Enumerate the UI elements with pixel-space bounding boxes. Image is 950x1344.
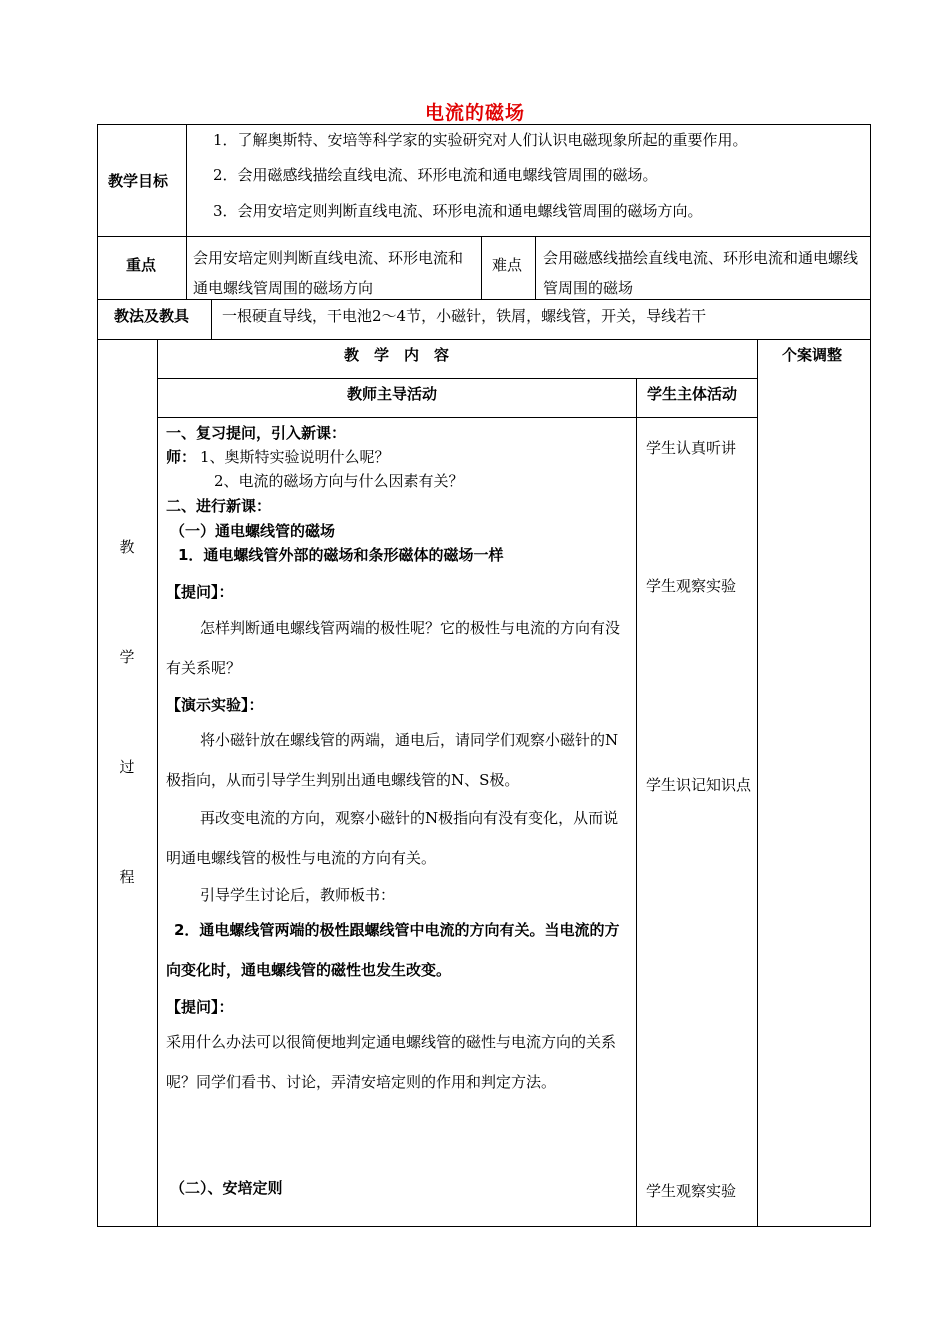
point-1: 1．通电螺线管外部的磁场和条形磁体的磁场一样 (178, 546, 504, 564)
table-border (481, 236, 482, 299)
table-border (535, 236, 536, 299)
process-side-char: 过 (119, 758, 135, 776)
difficult-label: 难点 (492, 256, 523, 274)
table-border (186, 124, 187, 236)
adjust-header: 个案调整 (782, 346, 843, 364)
process-side-char: 程 (119, 868, 135, 886)
question-label-2: 【提问】： (166, 998, 234, 1016)
teacher-header: 教师主导活动 (347, 385, 438, 403)
table-border (186, 236, 187, 299)
demo-label: 【演示实验】： (166, 696, 264, 714)
demo-text: 将小磁针放在螺线管的两端，通电后，请同学们观察小磁针的N极指向，从而引导学生判别出通电螺线管的N、S极。 (166, 731, 619, 789)
table-border (757, 339, 758, 1227)
content-header: 教 学 内 容 (343, 346, 449, 364)
methods-label: 教法及教具 (114, 307, 190, 325)
key-points-text: 会用安培定则判断直线电流、环形电流和通电螺线管周围的磁场方向 (193, 249, 464, 297)
table-border (97, 124, 871, 125)
question-text: 怎样判断通电螺线管两端的极性呢？它的极性与电流的方向有没有关系呢？ (166, 619, 621, 677)
table-border (97, 124, 98, 1227)
student-note: 学生观察实验 (646, 577, 737, 595)
objective-item: 1．了解奥斯特、安培等科学家的实验研究对人们认识电磁现象所起的重要作用。 (213, 131, 748, 149)
demo-text-2: 再改变电流的方向，观察小磁针的N极指向有没有变化，从而说明通电螺线管的极性与电流的方向有关。 (166, 809, 619, 867)
objective-item: 3．会用安培定则判断直线电流、环形电流和通电螺线管周围的磁场方向。 (213, 202, 703, 220)
question-label: 【提问】： (166, 583, 234, 601)
board-intro: 引导学生讨论后，教师板书： (200, 886, 396, 904)
subsection-ampere: （二）、安培定则 (170, 1179, 283, 1197)
student-note: 学生识记知识点 (646, 776, 752, 794)
point-2: 2．通电螺线管两端的极性跟螺线管中电流的方向有关。当电流的方向变化时，通电螺线管的磁性也发生改变。 (166, 921, 620, 979)
table-border (97, 1226, 871, 1227)
table-border (636, 378, 637, 1227)
review-question: 2、电流的磁场方向与什么因素有关？ (214, 472, 464, 490)
student-header: 学生主体活动 (647, 385, 738, 403)
page-title: 电流的磁场 (424, 102, 525, 124)
process-side-char: 教 (119, 538, 135, 556)
section-new-lesson: 二、进行新课： (166, 497, 272, 515)
methods-text: 一根硬直导线，干电池2～4节，小磁针，铁屑，螺线管，开关，导线若干 (222, 307, 707, 325)
table-border (157, 378, 757, 379)
review-question: 1、奥斯特实验说明什么呢？ (200, 448, 390, 466)
student-note: 学生观察实验 (646, 1182, 737, 1200)
key-points-label: 重点 (126, 256, 157, 274)
table-border (157, 417, 757, 418)
student-note: 学生认真听讲 (646, 439, 737, 457)
section-review: 一、复习提问，引入新课： (166, 424, 347, 442)
subsection-solenoid: （一）通电螺线管的磁场 (170, 522, 336, 540)
difficult-text: 会用磁感线描绘直线电流、环形电流和通电螺线管周围的磁场 (543, 249, 859, 297)
objective-item: 2．会用磁感线描绘直线电流、环形电流和通电螺线管周围的磁场。 (213, 166, 658, 184)
objectives-label: 教学目标 (108, 172, 169, 190)
table-border (211, 299, 212, 339)
table-border (97, 339, 871, 340)
teacher-prefix: 师： (166, 448, 197, 466)
question-text-2: 采用什么办法可以很简便地判定通电螺线管的磁性与电流方向的关系呢？同学们看书、讨论，弄清安培定则的作用和判定方法。 (166, 1033, 617, 1091)
process-side-char: 学 (119, 648, 135, 666)
table-border (870, 124, 871, 1227)
table-border (97, 236, 871, 237)
table-border (157, 339, 158, 1227)
